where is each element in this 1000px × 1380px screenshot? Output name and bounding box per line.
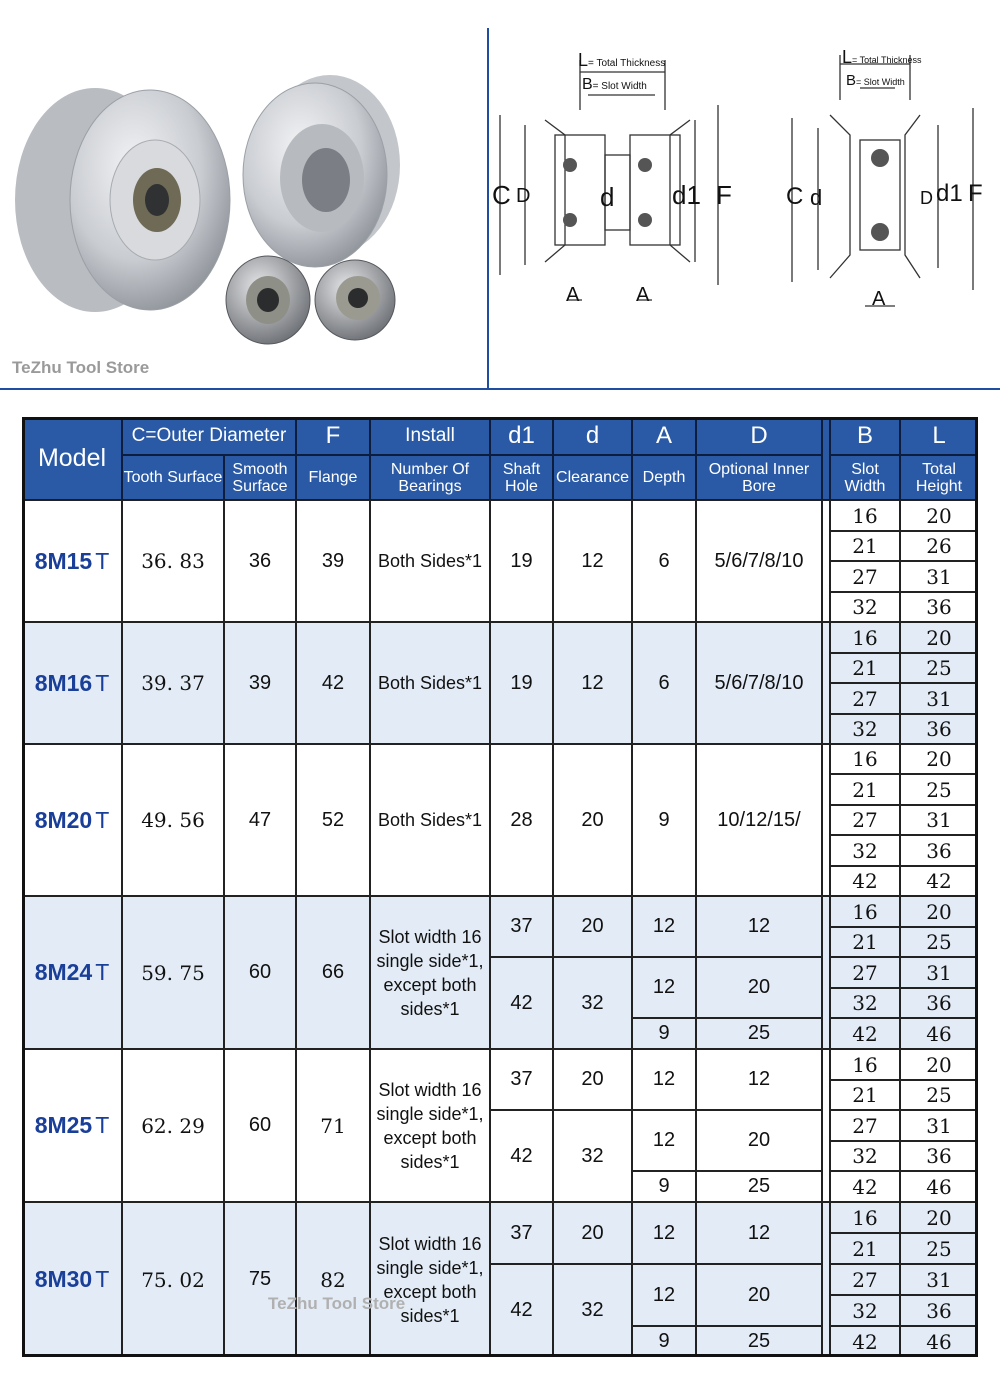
inner-bore-value: 12: [696, 1202, 822, 1264]
gap-column: [822, 1202, 830, 1357]
model-suffix: T: [95, 1266, 110, 1292]
spec-table: [22, 417, 978, 1357]
diagram2-C: C: [786, 183, 804, 210]
diagram2-D: D: [920, 188, 933, 208]
diagram2-d: d: [810, 185, 823, 210]
slot-width-value: 32: [830, 1295, 900, 1326]
smooth-surface-value: 60: [224, 1049, 296, 1202]
model-name: [22, 622, 122, 744]
header-inner-bore: Optional Inner Bore: [696, 455, 822, 500]
flange-value: 42: [296, 622, 370, 744]
diagram1-A-left: A: [566, 284, 580, 306]
header-slot-width: Slot Width: [830, 455, 900, 500]
header-gap: [822, 417, 830, 500]
total-height-value: 36: [900, 592, 978, 622]
depth-value: 12: [632, 1202, 696, 1264]
slot-width-value: 16: [830, 896, 900, 927]
total-height-value: 36: [900, 1141, 978, 1171]
shaft-hole-value: 42: [490, 957, 553, 1049]
inner-bore-value: 20: [696, 1264, 822, 1326]
slot-width-value: 27: [830, 957, 900, 988]
tooth-surface-value: 62. 29: [122, 1049, 224, 1202]
model-name: [22, 896, 122, 1049]
shaft-hole-value: 19: [490, 500, 553, 622]
header-a: A: [632, 417, 696, 455]
total-height-value: 25: [900, 1233, 978, 1264]
diagram1-L: L: [578, 50, 589, 70]
total-height-value: 31: [900, 805, 978, 835]
header-shaft-hole: Shaft Hole: [490, 455, 553, 500]
model-code: 8M20: [34, 806, 93, 833]
slot-width-value: 32: [830, 988, 900, 1018]
depth-value: 6: [632, 500, 696, 622]
depth-value: 12: [632, 1110, 696, 1171]
store-watermark: TeZhu Tool Store: [12, 358, 150, 377]
diagram1-B-text: = Slot Width: [592, 81, 647, 92]
total-height-value: 20: [900, 1049, 978, 1080]
product-photo: [0, 0, 486, 388]
table-watermark: TeZhu Tool Store: [268, 1294, 406, 1313]
header-smooth-surface: Smooth Surface: [224, 455, 296, 500]
clearance-value: 20: [553, 744, 632, 896]
inner-bore-value: 20: [696, 957, 822, 1018]
slot-width-value: 21: [830, 774, 900, 805]
slot-width-value: 16: [830, 500, 900, 531]
total-height-value: 36: [900, 714, 978, 744]
model-code: 8M24: [34, 959, 93, 985]
divider-vertical: [487, 28, 489, 390]
install-value: Both Sides*1: [370, 744, 490, 896]
smooth-surface-value: 39: [224, 622, 296, 744]
total-height-value: 25: [900, 927, 978, 957]
clearance-value: 32: [553, 1264, 632, 1357]
model-name: [22, 1202, 122, 1357]
inner-bore-value: 20: [696, 1110, 822, 1171]
depth-value: 9: [632, 744, 696, 896]
slot-width-value: 16: [830, 1049, 900, 1080]
smooth-surface-value: 47: [224, 744, 296, 896]
flange-value: 39: [296, 500, 370, 622]
diagram1-D: D: [516, 185, 531, 207]
total-height-value: 31: [900, 957, 978, 988]
flange-value: 52: [296, 744, 370, 896]
tooth-surface-value: 75. 02: [122, 1202, 224, 1357]
header-outer-diameter: C=Outer Diameter: [122, 417, 296, 455]
clearance-value: 12: [553, 622, 632, 744]
inner-bore-value: 5/6/7/8/10: [696, 622, 822, 744]
inner-bore-value: 25: [696, 1171, 822, 1202]
tooth-surface-value: 36. 83: [122, 500, 224, 622]
diagram1-A-right: A: [636, 284, 650, 306]
install-value: Both Sides*1: [370, 500, 490, 622]
inner-bore-value: 25: [696, 1326, 822, 1357]
slot-width-value: 42: [830, 1326, 900, 1357]
total-height-value: 36: [900, 1295, 978, 1326]
clearance-value: 20: [553, 1202, 632, 1264]
slot-width-value: 27: [830, 1264, 900, 1295]
inner-bore-value: 12: [696, 896, 822, 957]
depth-value: 9: [632, 1326, 696, 1357]
total-height-value: 31: [900, 1110, 978, 1141]
total-height-value: 26: [900, 531, 978, 561]
header-d: d: [553, 417, 632, 455]
total-height-value: 46: [900, 1018, 978, 1049]
slot-width-value: 27: [830, 561, 900, 592]
diagram1-d: d: [600, 182, 615, 212]
header-flange: Flange: [296, 455, 370, 500]
total-height-value: 25: [900, 1080, 978, 1110]
header-f: F: [296, 417, 370, 455]
header-install: Install: [370, 417, 490, 455]
total-height-value: 42: [900, 866, 978, 896]
model-suffix: T: [95, 1112, 110, 1138]
flange-value: 71: [296, 1049, 370, 1202]
shaft-hole-value: 42: [490, 1110, 553, 1202]
inner-bore-value: 5/6/7/8/10: [696, 500, 822, 622]
total-height-value: 25: [900, 774, 978, 805]
total-height-value: 46: [900, 1171, 978, 1202]
clearance-value: 20: [553, 896, 632, 957]
tooth-surface-value: 59. 75: [122, 896, 224, 1049]
total-height-value: 31: [900, 561, 978, 592]
header-l: L: [900, 417, 978, 455]
slot-width-value: 21: [830, 927, 900, 957]
slot-width-value: 42: [830, 1171, 900, 1202]
model-suffix: T: [95, 959, 110, 985]
slot-width-value: 21: [830, 1233, 900, 1264]
slot-width-value: 16: [830, 622, 900, 653]
clearance-value: 12: [553, 500, 632, 622]
header-b: B: [830, 417, 900, 455]
flange-value: 66: [296, 896, 370, 1049]
diagram2-L: L: [842, 47, 853, 67]
gap-column: [822, 1049, 830, 1202]
slot-width-value: 42: [830, 1018, 900, 1049]
depth-value: 12: [632, 1264, 696, 1326]
header-total-height: Total Height: [900, 455, 978, 500]
model-code: 8M15: [34, 547, 93, 574]
diagram2-A: A: [872, 288, 886, 310]
inner-bore-value: 25: [696, 1018, 822, 1049]
diagram2-d1: d1: [936, 180, 963, 207]
model-name: [22, 1049, 122, 1202]
slot-width-value: 21: [830, 653, 900, 683]
clearance-value: 32: [553, 957, 632, 1049]
depth-value: 6: [632, 622, 696, 744]
install-value: Slot width 16 single side*1, except both sides*1: [370, 1049, 490, 1202]
gap-column: [822, 896, 830, 1049]
diagram1-d1: d1: [672, 180, 701, 210]
diagram2-F: F: [968, 180, 983, 207]
shaft-hole-value: 42: [490, 1264, 553, 1357]
inner-bore-value: 10/12/15/: [696, 744, 822, 896]
header-tooth-surface: Tooth Surface: [122, 455, 224, 500]
divider-horizontal: [0, 388, 1000, 390]
smooth-surface-value: 36: [224, 500, 296, 622]
slot-width-value: 21: [830, 1080, 900, 1110]
model-name: [22, 744, 122, 896]
inner-bore-value: 12: [696, 1049, 822, 1110]
total-height-value: 25: [900, 653, 978, 683]
diagram2-L-text: = Total Thickness: [852, 55, 922, 65]
install-value: Slot width 16 single side*1, except both sides*1: [370, 1202, 490, 1357]
diagram2-B-text: = Slot Width: [856, 77, 905, 87]
total-height-value: 46: [900, 1326, 978, 1357]
diagram1-C: C: [492, 180, 511, 210]
tooth-surface-value: 49. 56: [122, 744, 224, 896]
gap-column: [822, 500, 830, 622]
slot-width-value: 16: [830, 1202, 900, 1233]
shaft-hole-value: 37: [490, 1049, 553, 1110]
smooth-surface-value: 60: [224, 896, 296, 1049]
depth-value: 12: [632, 957, 696, 1018]
slot-width-value: 42: [830, 866, 900, 896]
slot-width-value: 16: [830, 744, 900, 774]
total-height-value: 20: [900, 500, 978, 531]
slot-width-value: 32: [830, 714, 900, 744]
install-value: Slot width 16 single side*1, except both sides*1: [370, 896, 490, 1049]
model-suffix: T: [95, 669, 110, 696]
shaft-hole-value: 37: [490, 1202, 553, 1264]
model-code: 8M16: [34, 669, 93, 696]
slot-width-value: 27: [830, 805, 900, 835]
slot-width-value: 27: [830, 683, 900, 714]
model-suffix: T: [95, 547, 110, 574]
total-height-value: 36: [900, 835, 978, 866]
model-suffix: T: [95, 806, 110, 833]
dimension-diagram-double: [490, 0, 750, 388]
dimension-diagram-single: [770, 0, 995, 388]
shaft-hole-value: 19: [490, 622, 553, 744]
gap-column: [822, 622, 830, 744]
diagram1-L-text: = Total Thickness: [588, 58, 666, 69]
total-height-value: 31: [900, 683, 978, 714]
shaft-hole-value: 37: [490, 896, 553, 957]
depth-value: 9: [632, 1018, 696, 1049]
slot-width-value: 27: [830, 1110, 900, 1141]
depth-value: 12: [632, 896, 696, 957]
flange-value: 82: [296, 1202, 370, 1357]
slot-width-value: 32: [830, 592, 900, 622]
product-header: [0, 0, 1000, 392]
model-code: 8M30: [34, 1266, 93, 1292]
total-height-value: 20: [900, 896, 978, 927]
slot-width-value: 32: [830, 1141, 900, 1171]
header-clearance: Clearance: [553, 455, 632, 500]
total-height-value: 36: [900, 988, 978, 1018]
smooth-surface-value: 75: [224, 1202, 296, 1357]
header-D: D: [696, 417, 822, 455]
model-code: 8M25: [34, 1112, 93, 1138]
model-name: [22, 500, 122, 622]
clearance-value: 20: [553, 1049, 632, 1110]
header-model: Model: [22, 417, 122, 500]
diagram1-B: B: [582, 76, 593, 93]
slot-width-value: 21: [830, 531, 900, 561]
header-depth: Depth: [632, 455, 696, 500]
total-height-value: 20: [900, 622, 978, 653]
diagram2-B: B: [846, 72, 857, 89]
gap-column: [822, 744, 830, 896]
header-d1: d1: [490, 417, 553, 455]
total-height-value: 20: [900, 744, 978, 774]
clearance-value: 32: [553, 1110, 632, 1202]
tooth-surface-value: 39. 37: [122, 622, 224, 744]
depth-value: 12: [632, 1049, 696, 1110]
total-height-value: 20: [900, 1202, 978, 1233]
install-value: Both Sides*1: [370, 622, 490, 744]
depth-value: 9: [632, 1171, 696, 1202]
slot-width-value: 32: [830, 835, 900, 866]
total-height-value: 31: [900, 1264, 978, 1295]
pulley-illustration: [0, 0, 486, 388]
diagram1-F: F: [716, 180, 732, 210]
header-bearings: Number Of Bearings: [370, 455, 490, 500]
shaft-hole-value: 28: [490, 744, 553, 896]
